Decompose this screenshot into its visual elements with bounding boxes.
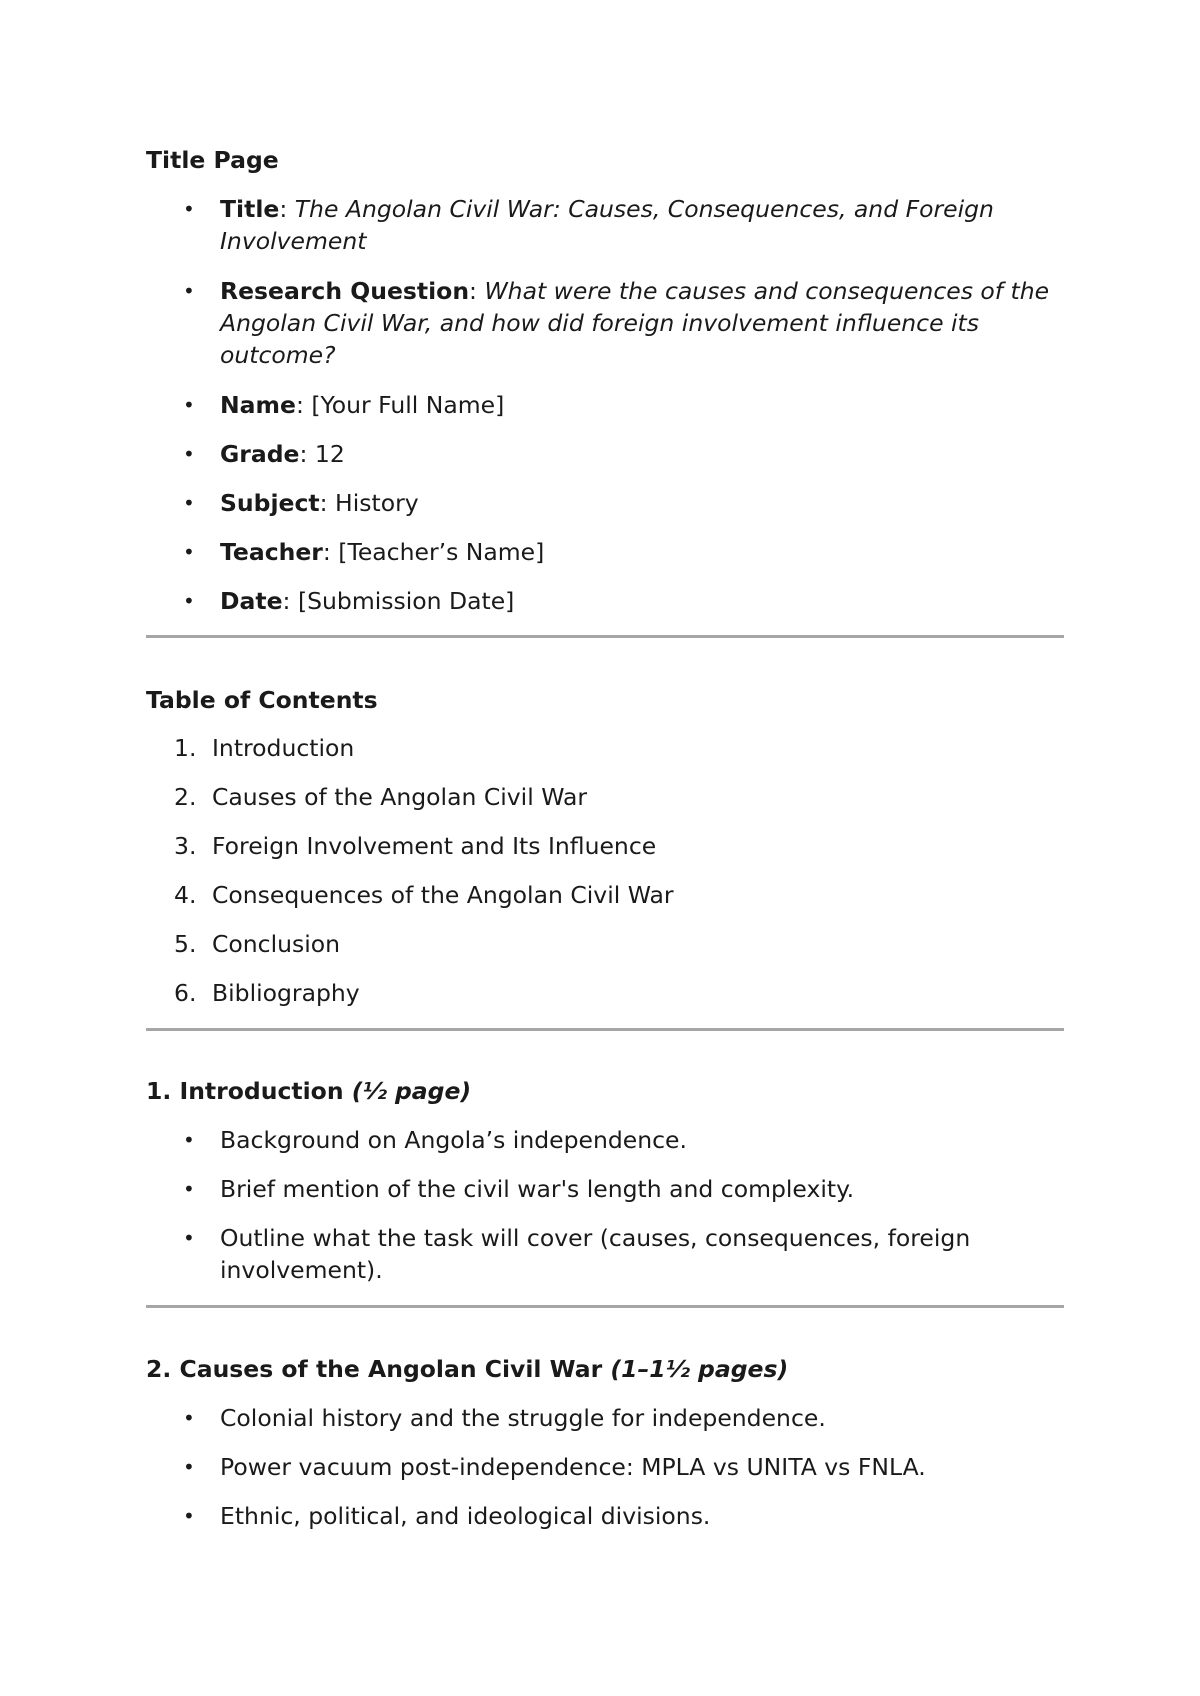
causes-heading: 2. Causes of the Angolan Civil War (1–1½ pages) xyxy=(146,1355,789,1383)
introduction-heading: 1. Introduction (½ page) xyxy=(146,1077,472,1105)
introduction-item: • Brief mention of the civil war's length and complexity. xyxy=(220,1173,1100,1205)
toc-item: 5. Conclusion xyxy=(174,930,341,958)
grade-item: • Grade: 12 xyxy=(220,438,1100,470)
divider xyxy=(146,1305,1064,1308)
title-page-heading: Title Page xyxy=(146,146,279,174)
toc-item: 2. Causes of the Angolan Civil War xyxy=(174,783,588,811)
toc-item: 4. Consequences of the Angolan Civil War xyxy=(174,881,674,909)
divider xyxy=(146,1028,1064,1031)
teacher-item: • Teacher: [Teacher’s Name] xyxy=(220,536,1100,568)
introduction-item: • Background on Angola’s independence. xyxy=(220,1124,1100,1156)
toc-heading: Table of Contents xyxy=(146,686,378,714)
toc-item: 3. Foreign Involvement and Its Influence xyxy=(174,832,657,860)
introduction-item: • Outline what the task will cover (causes, consequences, foreign involvement). xyxy=(220,1222,1100,1286)
toc-item: 1. Introduction xyxy=(174,734,355,762)
causes-item: • Ethnic, political, and ideological divisions. xyxy=(220,1500,1100,1532)
date-item: • Date: [Submission Date] xyxy=(220,585,1100,617)
subject-item: • Subject: History xyxy=(220,487,1100,519)
title-item: • Title: The Angolan Civil War: Causes, Consequences, and Foreign Involvement xyxy=(220,193,1100,257)
causes-item: • Colonial history and the struggle for independence. xyxy=(220,1402,1100,1434)
name-item: • Name: [Your Full Name] xyxy=(220,389,1100,421)
research-question-item: • Research Question: What were the causes and consequences of the Angolan Civil War, and how did foreign involvement influence its outcome? xyxy=(220,275,1100,371)
toc-item: 6. Bibliography xyxy=(174,979,360,1007)
causes-item: • Power vacuum post-independence: MPLA vs UNITA vs FNLA. xyxy=(220,1451,1100,1483)
divider xyxy=(146,635,1064,638)
